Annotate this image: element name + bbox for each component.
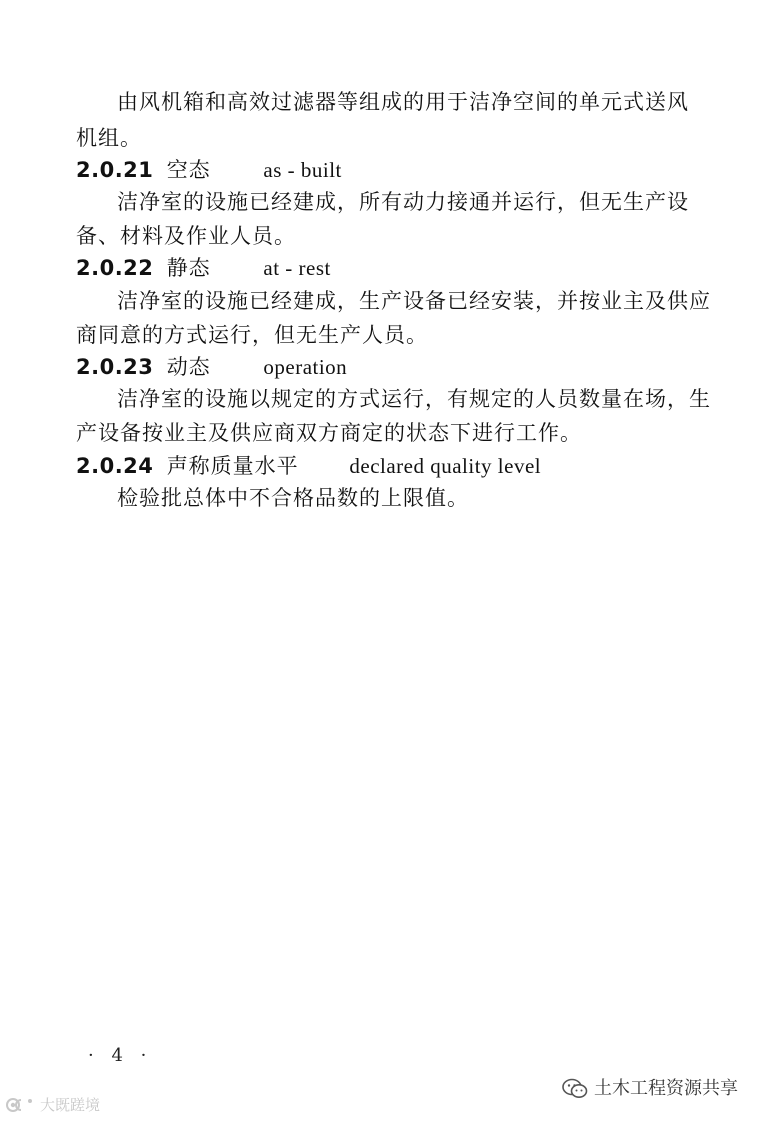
watermark-left-text: 大既蹉境 [40, 1096, 101, 1114]
term-heading-2-0-21 [76, 155, 342, 185]
paragraph-line: 备、材料及作业人员。 [76, 224, 296, 248]
paragraph-line: 商同意的方式运行，但无生产人员。 [76, 323, 428, 347]
term-chinese: 空态 [166, 158, 211, 182]
watermark-left [6, 1095, 100, 1115]
term-heading-2-0-24 [76, 451, 541, 481]
paragraph-line: 检验批总体中不合格品数的上限值。 [117, 486, 469, 510]
term-english: at - rest [263, 256, 331, 280]
paragraph-line: 洁净室的设施已经建成，所有动力接通并运行，但无生产设 [117, 190, 689, 214]
wechat-icon [562, 1078, 588, 1100]
camera-logo-icon [6, 1096, 36, 1114]
watermark-right [562, 1076, 738, 1102]
term-english: declared quality level [349, 454, 542, 478]
term-english: operation [263, 355, 348, 379]
term-chinese: 声称质量水平 [166, 454, 299, 478]
paragraph-line: 机组。 [76, 126, 142, 150]
paragraph-line: 洁净室的设施以规定的方式运行，有规定的人员数量在场，生 [117, 387, 711, 411]
term-number: 2.0.24 [76, 454, 154, 478]
term-chinese: 动态 [166, 355, 211, 379]
page-number: · 4 · [88, 1045, 153, 1066]
paragraph-line: 产设备按业主及供应商双方商定的状态下进行工作。 [76, 421, 582, 445]
term-number: 2.0.21 [76, 158, 154, 182]
paragraph-line: 洁净室的设施已经建成，生产设备已经安装，并按业主及供应 [117, 289, 711, 313]
term-english: as - built [263, 158, 342, 182]
term-heading-2-0-23 [76, 352, 347, 382]
watermark-right-text: 土木工程资源共享 [594, 1078, 738, 1099]
term-heading-2-0-22 [76, 253, 331, 283]
term-number: 2.0.23 [76, 355, 154, 379]
term-number: 2.0.22 [76, 256, 154, 280]
paragraph-line: 由风机箱和高效过滤器等组成的用于洁净空间的单元式送风 [117, 90, 689, 114]
term-chinese: 静态 [166, 256, 211, 280]
